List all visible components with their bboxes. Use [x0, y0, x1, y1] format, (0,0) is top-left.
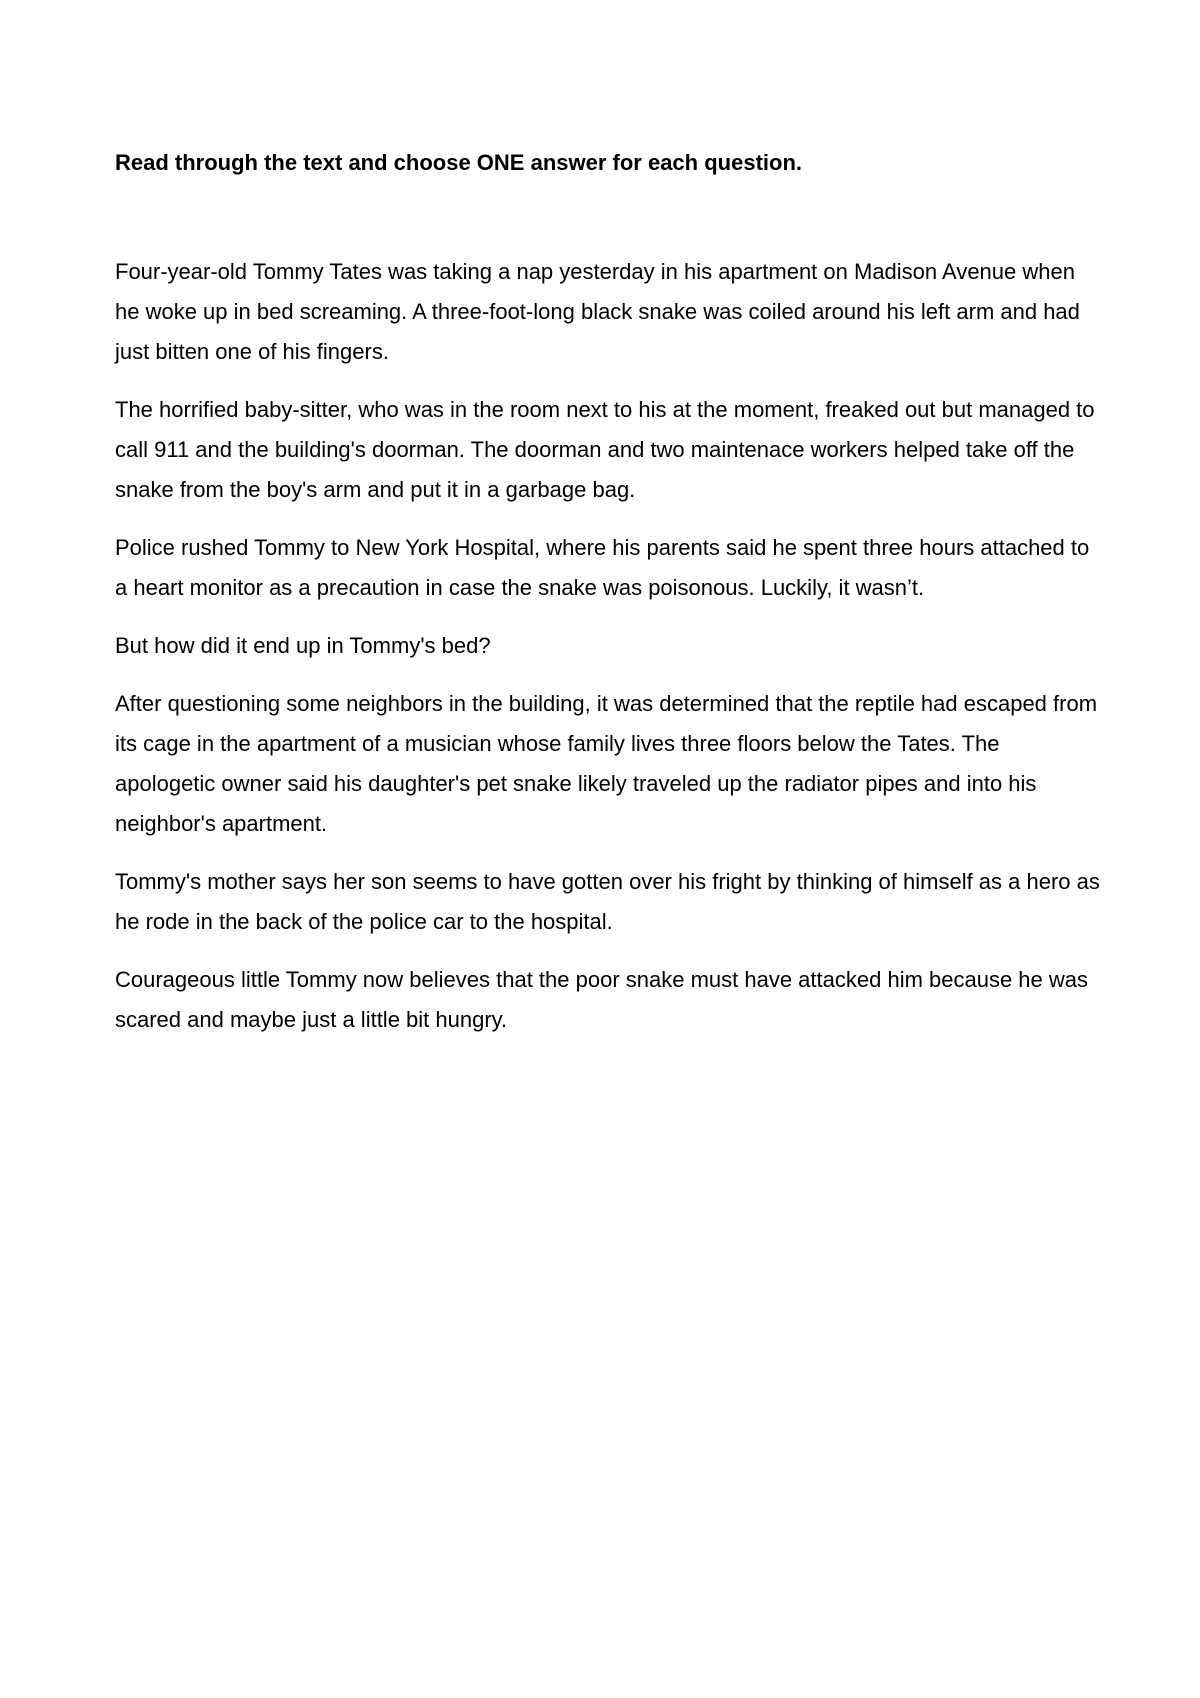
paragraph-7: Courageous little Tommy now believes that the poor snake must have attacked him because he was scared and maybe just a little bit hungry.	[115, 967, 1089, 1032]
paragraph-3: Police rushed Tommy to New York Hospital, where his parents said he spent three hours attached to a heart monitor as a precaution in case the snake was poisonous. Luckily, it wasn’t.	[115, 535, 1090, 600]
instruction-heading: Read through the text and choose ONE answer for each question.	[115, 150, 802, 175]
document-body	[115, 146, 1105, 1058]
paragraph-6: Tommy's mother says her son seems to have gotten over his fright by thinking of himself as a hero as he rode in the back of the police car to the hospital.	[115, 869, 1100, 934]
paragraph-2: The horrified baby-sitter, who was in the room next to his at the moment, freaked out but managed to call 911 and the building's doorman. The doorman and two maintenace workers helped take off the snake from the boy's arm and put it in a garbage bag.	[115, 397, 1095, 502]
paragraph-5: After questioning some neighbors in the building, it was determined that the reptile had escaped from its cage in the apartment of a musician whose family lives three floors below the Tates. The apologetic owner said his daughter's pet snake likely traveled up the radiator pipes and into his neighbor's apartment.	[115, 691, 1098, 836]
paragraph-4: But how did it end up in Tommy's bed?	[115, 633, 491, 658]
paragraph-1: Four-year-old Tommy Tates was taking a nap yesterday in his apartment on Madison Avenue when he woke up in bed screaming. A three-foot-long black snake was coiled around his left arm and had just bitten one of his fingers.	[115, 259, 1080, 364]
